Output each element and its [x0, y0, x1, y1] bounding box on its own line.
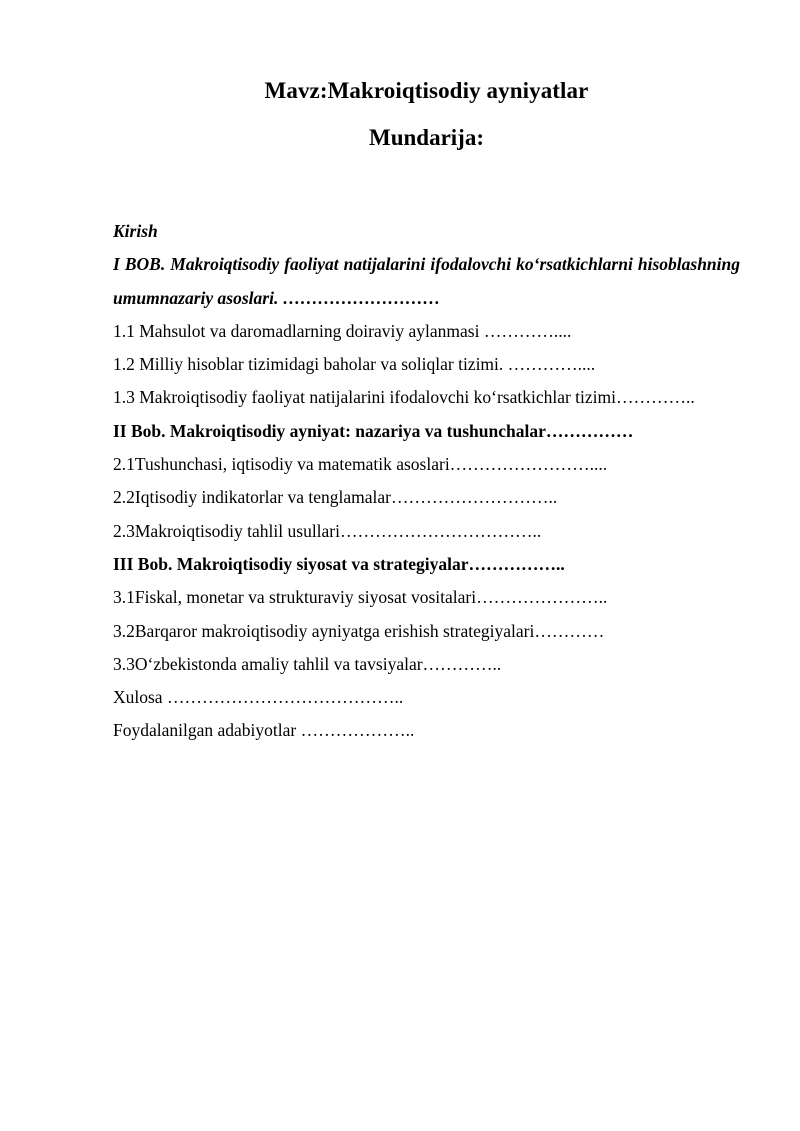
toc-entry-2-2[interactable]: 2.2Iqtisodiy indikatorlar va tenglamalar……………………….. [113, 487, 558, 508]
toc-entry-2-1[interactable]: 2.1Tushunchasi, iqtisodiy va matematik asoslari…………………….... [113, 454, 608, 475]
toc-entry-chapter-3[interactable]: III Bob. Makroiqtisodiy siyosat va strategiyalar…………….. [113, 553, 565, 574]
toc-entry-3-2[interactable]: 3.2Barqaror makroiqtisodiy ayniyatga erishish strategiyalari………… [113, 620, 605, 641]
page-title: Mavz:Makroiqtisodiy ayniyatlar [264, 78, 589, 103]
toc-entry-2-3[interactable]: 2.3Makroiqtisodiy tahlil usullari…………………………….. [113, 520, 542, 541]
toc-entry-1-1[interactable]: 1.1 Mahsulot va daromadlarning doiraviy aylanmasi ………….... [113, 320, 572, 341]
toc-entry-chapter-2[interactable]: II Bob. Makroiqtisodiy ayniyat: nazariya va tushunchalar…………… [113, 420, 634, 441]
toc-entry-kirish[interactable]: Kirish [113, 221, 158, 241]
table-of-contents [113, 215, 745, 748]
toc-entry-chapter-1[interactable]: I BOB. Makroiqtisodiy faoliyat natijalarini ifodalovchi ko‘rsatkichlarni hisoblashning umumnazariy asoslari. ……………………… [113, 254, 745, 308]
toc-entry-foydalanilgan-adabiyotlar[interactable]: Foydalanilgan adabiyotlar ……………….. [113, 720, 415, 741]
toc-entry-1-2[interactable]: 1.2 Milliy hisoblar tizimidagi baholar va soliqlar tizimi. ………….... [113, 354, 596, 375]
toc-entry-1-3[interactable]: 1.3 Makroiqtisodiy faoliyat natijalarini ifodalovchi ko‘rsatkichlar tizimi………….. [113, 387, 695, 408]
document-body [113, 0, 745, 748]
table-of-contents-heading: Mundarija: [369, 125, 484, 150]
toc-entry-xulosa[interactable]: Xulosa ………………………………….. [113, 687, 404, 708]
toc-entry-3-1[interactable]: 3.1Fiskal, monetar va strukturaviy siyosat vositalari………………….. [113, 587, 608, 608]
toc-entry-3-3[interactable]: 3.3O‘zbekistonda amaliy tahlil va tavsiyalar………….. [113, 653, 502, 674]
